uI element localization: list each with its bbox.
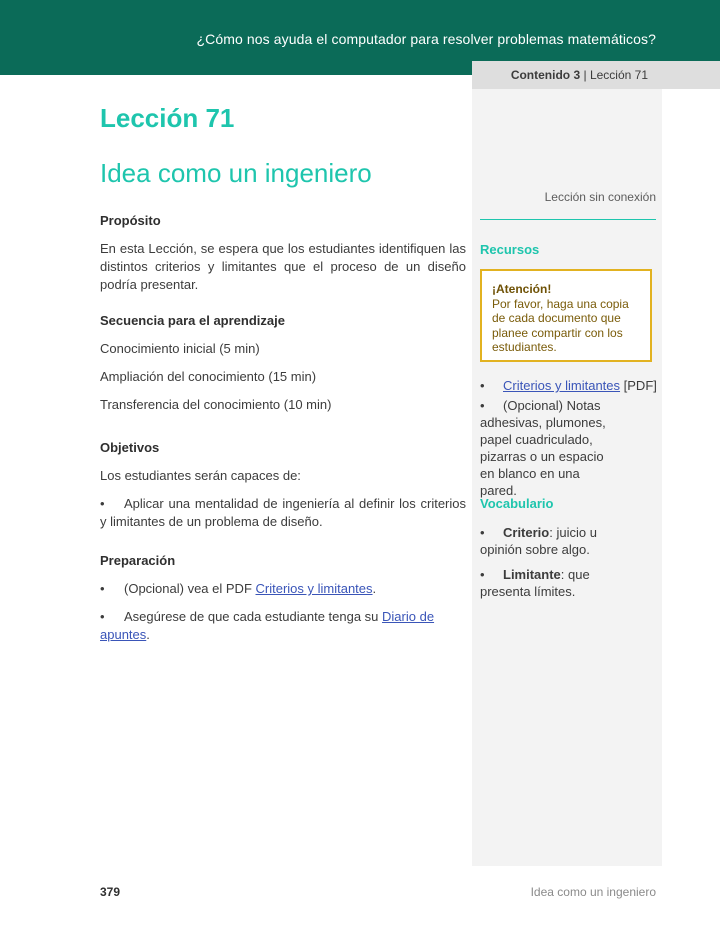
sidebar-divider: [480, 219, 656, 220]
criterios-limitantes-link[interactable]: Criterios y limitantes: [255, 581, 373, 596]
header-title: ¿Cómo nos ayuda el computador para resolver problemas matemáticos?: [196, 31, 656, 47]
content-label: Contenido 3: [510, 68, 581, 82]
text-proposito: En esta Lección, se espera que los estudiantes identifiquen las distintos criterios y limitantes que el proceso de un diseño podría presentar.: [100, 241, 466, 292]
heading-secuencia: Secuencia para el aprendizaje: [100, 313, 285, 328]
resource-format: [PDF]: [620, 378, 657, 393]
tab-separator: |: [583, 68, 587, 82]
lesson-title: Lección 71: [100, 103, 235, 133]
preparacion-bullet-2: [100, 608, 466, 644]
diario-apuntes-link[interactable]: Diario de apuntes: [100, 609, 435, 642]
vocab-def-limitante: : que presenta límites.: [480, 567, 590, 599]
content-tab-text: [511, 68, 648, 82]
vocab-term-criterio: Criterio: [503, 525, 550, 540]
recursos-heading: Recursos: [480, 242, 540, 257]
vocabulario-heading: Vocabulario: [480, 496, 554, 511]
preparacion-bullet-1: [100, 580, 466, 598]
resource-materials: (Opcional) Notas adhesivas, plumones, papel cuadriculado, pizarras o un espacio en blanco en una pared.: [480, 398, 606, 498]
bullet-dot: •: [100, 496, 105, 511]
bullet-dot: •: [100, 581, 105, 596]
prep1-pre: (Opcional) vea el PDF: [124, 581, 256, 596]
footer-title: Idea como un ingeniero: [530, 885, 656, 899]
content-tab: [472, 61, 720, 89]
prep2-pre: Asegúrese de que cada estudiante tenga su: [124, 609, 383, 624]
bullet-dot: •: [480, 378, 485, 393]
attention-box: [480, 269, 652, 362]
resource-criterios-link[interactable]: Criterios y limitantes: [503, 378, 621, 393]
objetivos-bullet-text: Aplicar una mentalidad de ingeniería al definir los criterios y limitantes de un problema de diseño.: [100, 496, 466, 529]
tab-lesson: Lección 71: [589, 68, 648, 82]
prep2-post: .: [146, 627, 150, 642]
attention-title: ¡Atención!: [492, 282, 552, 296]
heading-proposito: Propósito: [100, 213, 161, 228]
offline-label: Lección sin conexión: [544, 190, 656, 204]
page-number: 379: [100, 885, 121, 899]
bullet-dot: •: [480, 525, 485, 540]
secuencia-item-2: Ampliación del conocimiento (15 min): [100, 369, 317, 384]
heading-objetivos: Objetivos: [100, 440, 160, 455]
prep1-post: .: [372, 581, 377, 596]
bullet-dot: •: [480, 567, 485, 582]
heading-preparacion: Preparación: [100, 553, 176, 568]
vocab-term-limitante: Limitante: [503, 567, 561, 582]
objetivos-intro: Los estudiantes serán capaces de:: [100, 468, 301, 483]
vocab-item-criterio: [480, 524, 620, 558]
resource-item-2: [480, 397, 620, 499]
vocab-item-limitante: [480, 566, 620, 600]
resource-item-1: [480, 377, 660, 394]
lesson-subtitle: Idea como un ingeniero: [100, 158, 372, 188]
secuencia-item-3: Transferencia del conocimiento (10 min): [100, 397, 332, 412]
attention-text: Por favor, haga una copia de cada documento que planee compartir con los estudiantes.: [492, 296, 629, 354]
bullet-dot: •: [480, 398, 485, 413]
secuencia-item-1: Conocimiento inicial (5 min): [100, 341, 260, 356]
vocab-def-criterio: : juicio u opinión sobre algo.: [480, 525, 597, 557]
objetivos-bullet: [100, 495, 466, 531]
bullet-dot: •: [100, 609, 105, 624]
